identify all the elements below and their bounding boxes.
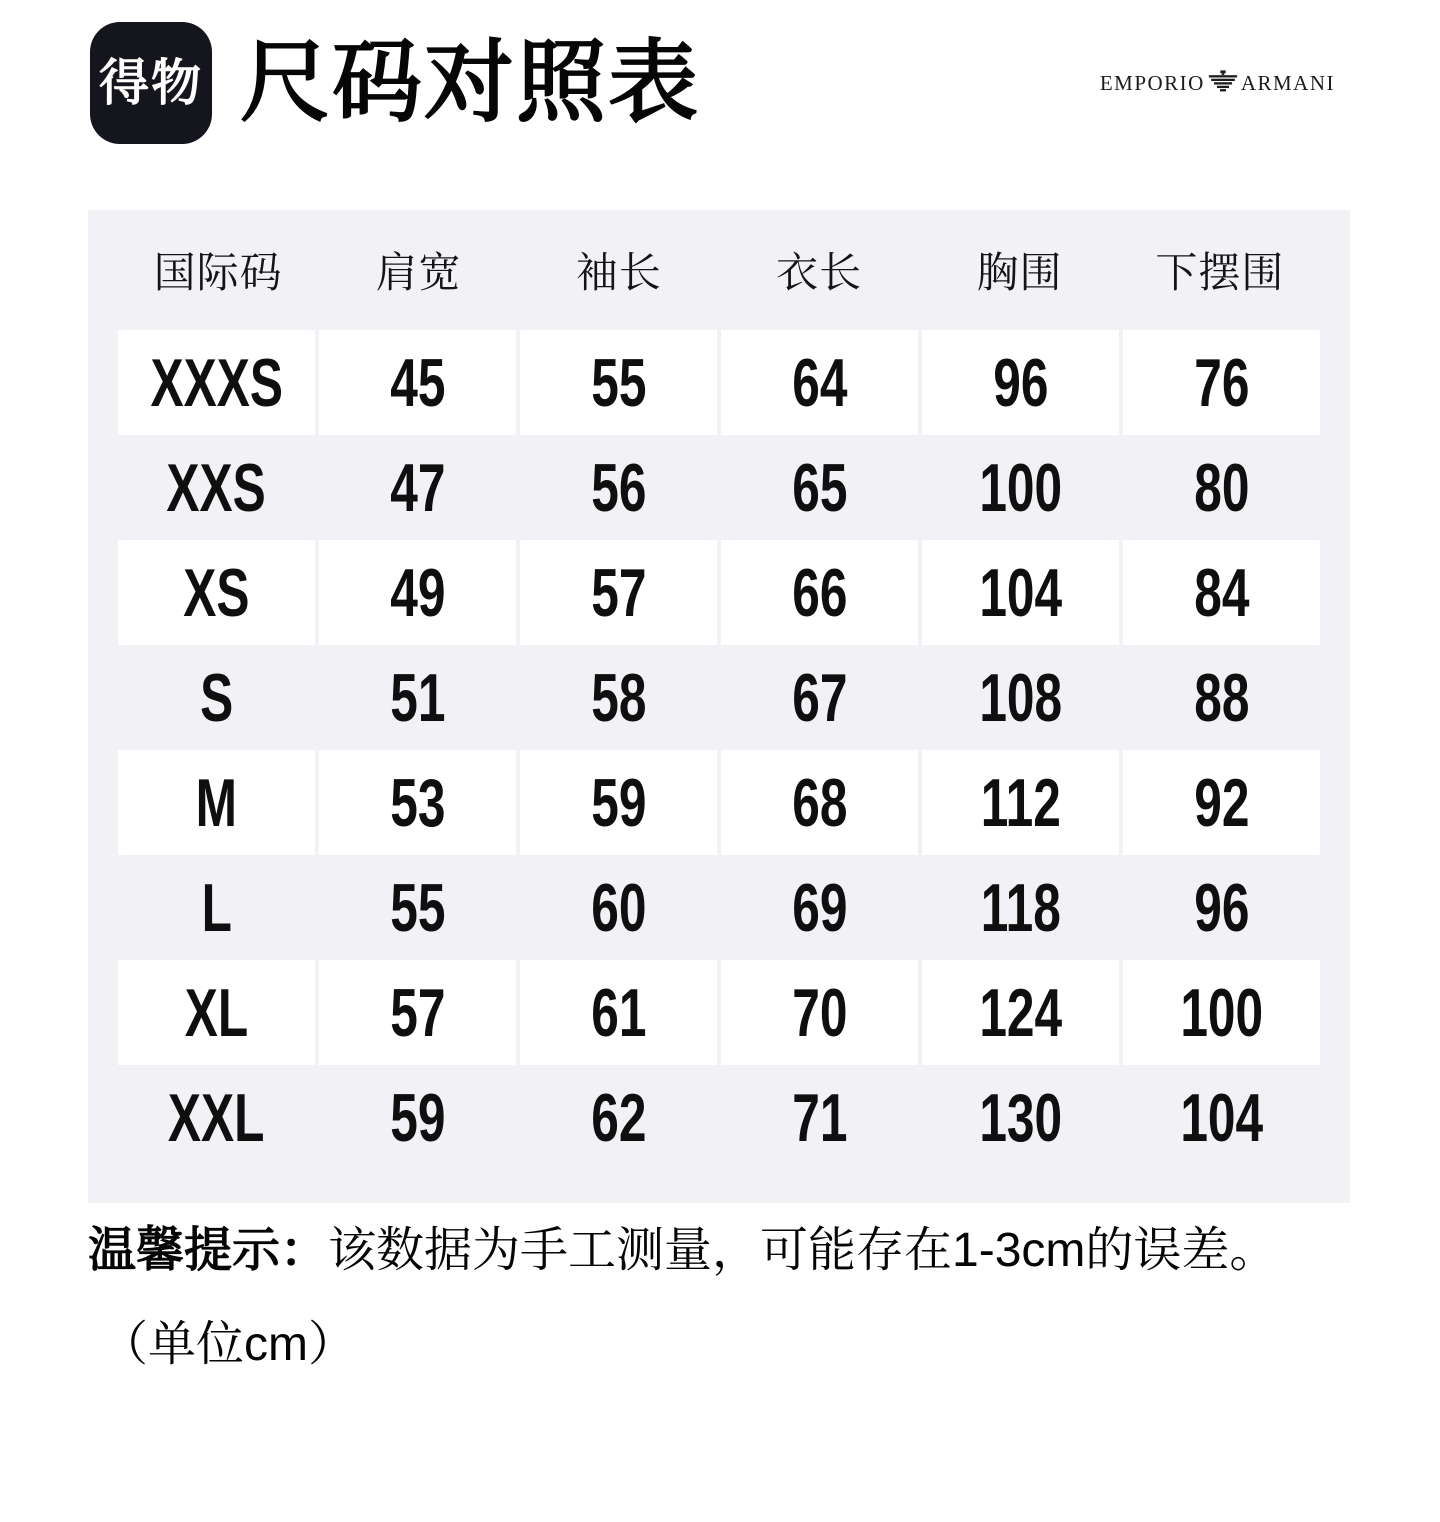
armani-eagle-icon — [1208, 70, 1238, 92]
size-cell — [118, 540, 315, 645]
measurement-value: 58 — [590, 659, 647, 736]
size-cell — [118, 1065, 315, 1170]
brand-word-armani: ARMANI — [1240, 70, 1335, 95]
measurement-value: 69 — [791, 869, 848, 946]
chest-cell — [922, 960, 1119, 1065]
shoulder-cell — [319, 1065, 516, 1170]
size-label: XL — [184, 974, 249, 1051]
measurement-value: 56 — [590, 449, 647, 526]
hem-cell — [1123, 750, 1320, 855]
measurement-value: 53 — [389, 764, 446, 841]
size-cell — [118, 750, 315, 855]
length-cell — [721, 960, 918, 1065]
chest-cell — [922, 435, 1119, 540]
shoulder-cell — [319, 960, 516, 1065]
measurement-value: 57 — [389, 974, 446, 1051]
measurement-value: 45 — [389, 344, 446, 421]
measurement-value: 92 — [1193, 764, 1250, 841]
measurement-value: 88 — [1193, 659, 1250, 736]
measurement-value: 76 — [1193, 344, 1250, 421]
measurement-value: 108 — [979, 659, 1062, 736]
size-chart-page — [0, 22, 1440, 1375]
measurement-value: 47 — [389, 449, 446, 526]
length-cell — [721, 1065, 918, 1170]
brand-word-emporio: EMPORIO — [1099, 70, 1205, 95]
column-header-length: 衣长 — [776, 249, 863, 296]
measurement-value: 59 — [590, 764, 647, 841]
measurement-value: 67 — [791, 659, 848, 736]
sleeve-cell — [520, 435, 717, 540]
sleeve-cell — [520, 855, 717, 960]
size-label: XXS — [166, 449, 267, 526]
size-label: XXL — [168, 1079, 265, 1156]
measurement-value: 55 — [590, 344, 647, 421]
hem-cell — [1123, 1065, 1320, 1170]
table-row — [118, 645, 1320, 750]
measurement-value: 84 — [1193, 554, 1250, 631]
measurement-value: 96 — [992, 344, 1049, 421]
measurement-value: 104 — [1180, 1079, 1263, 1156]
size-label: XS — [183, 554, 250, 631]
table-row — [118, 750, 1320, 855]
chest-cell — [922, 750, 1119, 855]
size-cell — [118, 855, 315, 960]
table-header-row — [118, 210, 1320, 330]
note-label: 温馨提示： — [88, 1224, 329, 1277]
size-cell — [118, 435, 315, 540]
table-row — [118, 540, 1320, 645]
chest-cell — [922, 540, 1119, 645]
measurement-value: 100 — [1180, 974, 1263, 1051]
length-cell — [721, 330, 918, 435]
table-body — [118, 330, 1320, 1170]
measurement-value: 61 — [590, 974, 647, 1051]
shoulder-cell — [319, 645, 516, 750]
chest-cell — [922, 645, 1119, 750]
table-row — [118, 1065, 1320, 1170]
size-label: L — [201, 869, 232, 946]
sleeve-cell — [520, 750, 717, 855]
measurement-value: 118 — [980, 869, 1061, 946]
measurement-value: 124 — [979, 974, 1062, 1051]
measurement-value: 130 — [979, 1079, 1062, 1156]
measurement-value: 100 — [979, 449, 1062, 526]
hem-cell — [1123, 330, 1320, 435]
measurement-value: 59 — [389, 1079, 446, 1156]
note-unit: （单位cm） — [100, 1318, 356, 1371]
measurement-value: 62 — [590, 1079, 647, 1156]
measurement-value: 104 — [979, 554, 1062, 631]
measurement-value: 65 — [791, 449, 848, 526]
measurement-value: 60 — [590, 869, 647, 946]
sleeve-cell — [520, 960, 717, 1065]
note-text: 该数据为手工测量，可能存在1-3cm的误差。 — [328, 1224, 1278, 1277]
hem-cell — [1123, 855, 1320, 960]
hem-cell — [1123, 540, 1320, 645]
length-cell — [721, 645, 918, 750]
chest-cell — [922, 855, 1119, 960]
measurement-value: 51 — [389, 659, 446, 736]
measurement-value: 68 — [791, 764, 848, 841]
measurement-value: 112 — [980, 764, 1061, 841]
sleeve-cell — [520, 330, 717, 435]
size-cell — [118, 330, 315, 435]
table-row — [118, 960, 1320, 1065]
shoulder-cell — [319, 750, 516, 855]
hem-cell — [1123, 960, 1320, 1065]
shoulder-cell — [319, 435, 516, 540]
hem-cell — [1123, 435, 1320, 540]
measurement-value: 49 — [389, 554, 446, 631]
size-cell — [118, 960, 315, 1065]
measurement-value: 71 — [791, 1079, 848, 1156]
column-header-hem: 下摆围 — [1155, 249, 1285, 296]
measurement-value: 96 — [1193, 869, 1250, 946]
size-cell — [118, 645, 315, 750]
hem-cell — [1123, 645, 1320, 750]
size-label: XXXS — [150, 344, 283, 421]
dewu-logo-text: 得物 — [99, 55, 203, 111]
column-header-sleeve: 袖长 — [575, 249, 662, 296]
sleeve-cell — [520, 1065, 717, 1170]
size-label: S — [199, 659, 234, 736]
measurement-value: 70 — [791, 974, 848, 1051]
measurement-value: 66 — [791, 554, 848, 631]
shoulder-cell — [319, 330, 516, 435]
brand-logo — [1100, 71, 1335, 96]
length-cell — [721, 540, 918, 645]
column-header-shoulder: 肩宽 — [375, 249, 462, 296]
measurement-value: 57 — [590, 554, 647, 631]
column-header-size: 国际码 — [153, 249, 283, 296]
header — [90, 22, 1350, 144]
sleeve-cell — [520, 540, 717, 645]
shoulder-cell — [319, 855, 516, 960]
measurement-value: 64 — [791, 344, 848, 421]
table-row — [118, 855, 1320, 960]
measurement-value: 80 — [1193, 449, 1250, 526]
size-table-panel — [88, 210, 1350, 1203]
chest-cell — [922, 1065, 1119, 1170]
table-row — [118, 330, 1320, 435]
table-row — [118, 435, 1320, 540]
page-title: 尺码对照表 — [240, 33, 700, 133]
dewu-logo — [90, 22, 212, 144]
measurement-value: 55 — [389, 869, 446, 946]
note-line — [88, 1221, 1352, 1281]
length-cell — [721, 855, 918, 960]
column-header-chest: 胸围 — [976, 249, 1063, 296]
sleeve-cell — [520, 645, 717, 750]
size-label: M — [195, 764, 238, 841]
shoulder-cell — [319, 540, 516, 645]
chest-cell — [922, 330, 1119, 435]
length-cell — [721, 435, 918, 540]
note — [88, 1221, 1352, 1375]
length-cell — [721, 750, 918, 855]
